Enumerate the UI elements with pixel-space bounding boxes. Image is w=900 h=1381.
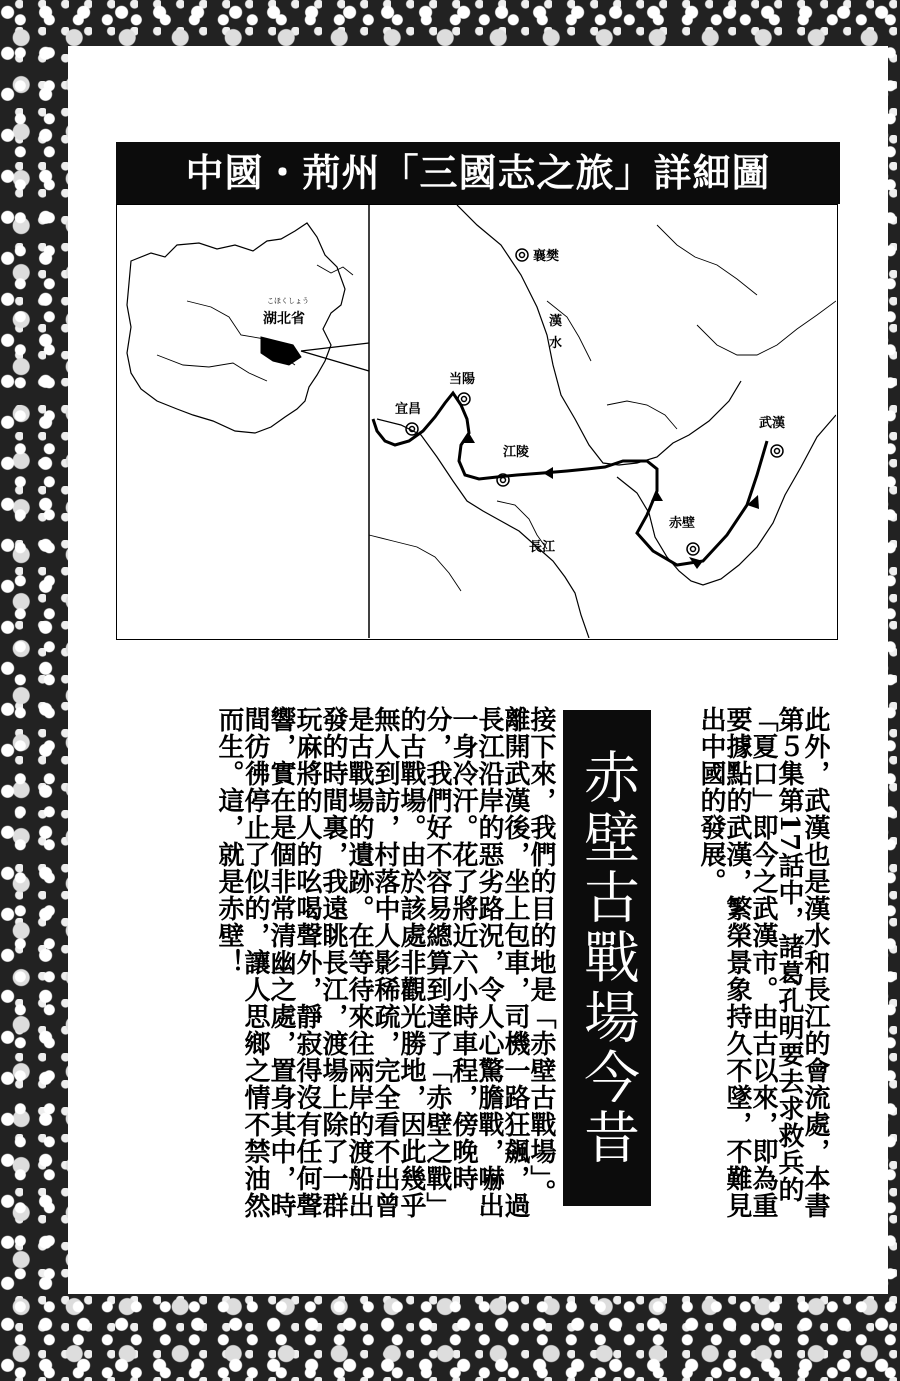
furigana-label: こほくしょう bbox=[267, 297, 309, 305]
body-column-text: 接下來，我們的目的地是「赤壁古戰場」。離開武漢後，坐上包車，司機一路狂飆，過長江沿岸的惡劣路況，令人心驚膽戰，嚇出一身冷汗。花了將近六小時車程，傍晚時分，我們好不容易總算到達了「赤壁之戰」的古戰場。由於該處非觀光勝地，因此幾乎無人到訪，村落中人影稀疏，完全看不出曾是古戰場的遺跡。在等待來往兩岸的渡船出發的時間裏，我遠眺長江，渡場上除了一群玩麻將的人的吆喝聲外，靜寂得沒有任何聲響，實在是個非常清幽之處，置身其中，時間彷彿停止了似的，讓人思鄉之情不禁油然而生。這，就是赤壁！ bbox=[214, 706, 556, 1219]
river-han-1: 漢 bbox=[549, 314, 563, 329]
map-title: 中國・荊州「三國志之旅」詳細圖 bbox=[116, 142, 840, 204]
section-heading: 赤壁古戰場今昔 bbox=[563, 710, 651, 1206]
province-label: 湖北省 bbox=[263, 311, 305, 327]
place-yichang: 宜昌 bbox=[395, 402, 422, 417]
place-chibi: 赤壁 bbox=[669, 516, 696, 531]
map-frame bbox=[116, 204, 838, 640]
place-jiangling: 江陵 bbox=[503, 445, 530, 460]
inset-china-map bbox=[127, 223, 369, 433]
place-xiangfan: 襄樊 bbox=[533, 249, 560, 264]
river-changjiang: 長江 bbox=[529, 540, 556, 555]
place-wuhan: 武漢 bbox=[759, 416, 786, 431]
route-detail-map bbox=[369, 205, 836, 638]
page bbox=[68, 46, 888, 1294]
river-han-2: 水 bbox=[549, 336, 563, 351]
map-svg bbox=[117, 205, 836, 638]
intro-column-text: 此外，武漢也是漢水和長江的會流處，本書第５集第17話中，諸葛孔明要去求救兵的「夏口」即今之武漢市。由古以來，即為重要據點的武漢，繁榮景象持久不墜，不難見出中國的發展。 bbox=[696, 706, 830, 1219]
place-dangyang: 当陽 bbox=[449, 372, 476, 387]
